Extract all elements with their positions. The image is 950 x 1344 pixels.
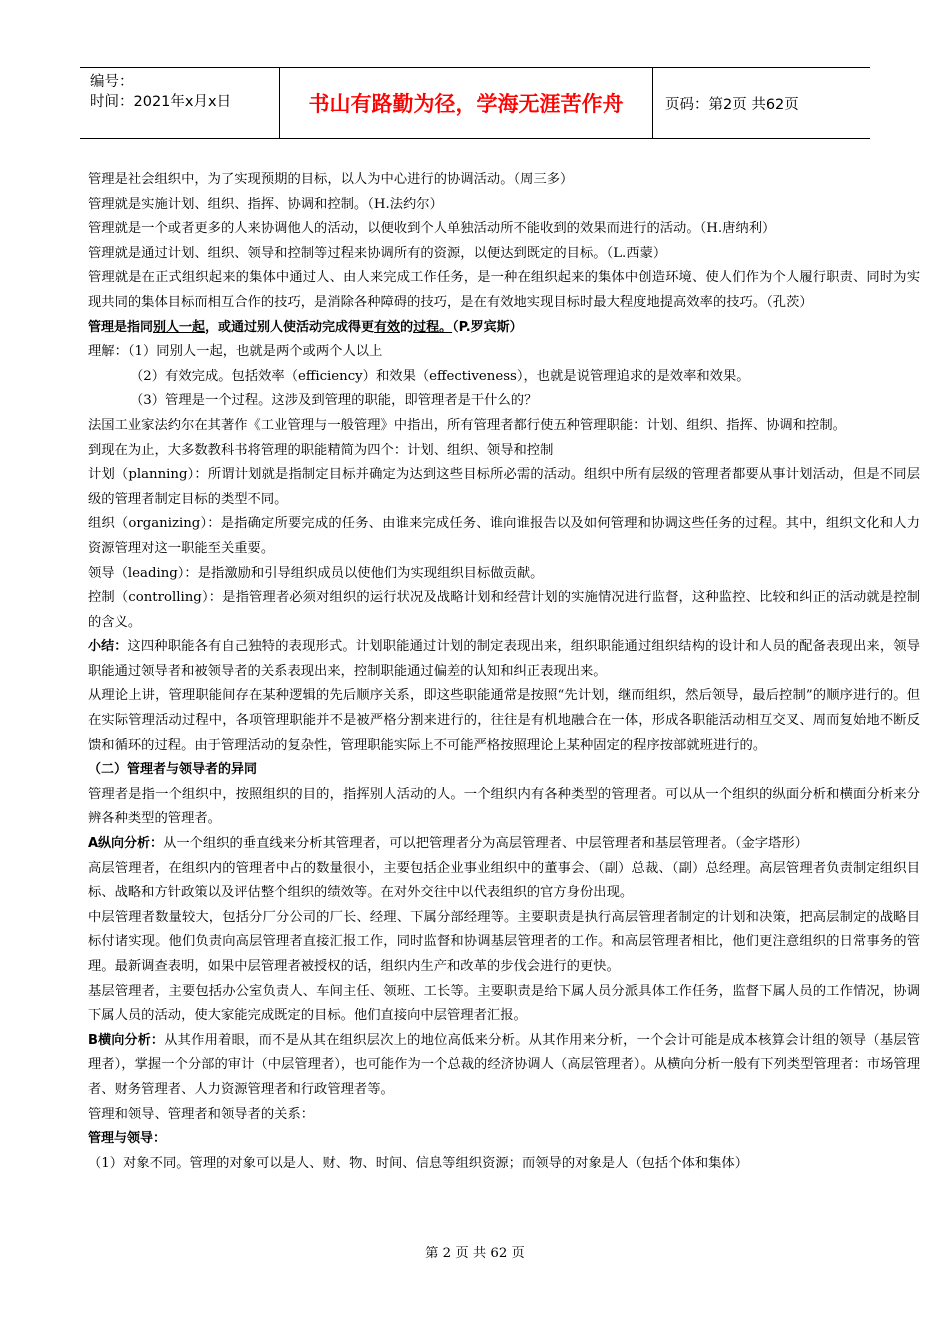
paragraph: 从理论上讲，管理职能间存在某种逻辑的先后顺序关系，即这些职能通常是按照“先计划，继而组织，然后领导，最后控制”的顺序进行的。但在实际管理活动过程中，各项管理职能并不是被严格分割来进行的，往往是有机地融合在一体，形成各职能活动相互交叉、周而复始地不断反馈和循环的过程。由于管理活动的复杂性，管理职能实际上不可能严格按照理论上某种固定的程序按部就班进行的。 <box>88 688 920 753</box>
text-run: 的 <box>400 319 414 335</box>
text-run: 管理是指同 <box>88 319 154 335</box>
text-run: 这四种职能各有自己独特的表现形式。计划职能通过计划的制定表现出来，组织职能通过组织结构的设计和人员的配备表现出来，领导职能通过领导者和被领导者的关系表现出来，控制职能通过偏差的认知和纠正表现出来。 <box>88 639 920 679</box>
text-run: 从一个组织的垂直线来分析其管理者，可以把管理者分为高层管理者、中层管理者和基层管理者。（金字塔形） <box>163 836 808 852</box>
text-run: ，或通过别人使活动完成得更 <box>205 319 375 335</box>
paragraph: 高层管理者，在组织内的管理者中占的数量很小，主要包括企业事业组织中的董事会、（副）总裁、（副）总经理。高层管理者负责制定组织目标、战略和方针政策以及评估整个组织的绩效等。在对外交往中以代表组织的官方身份出现。 <box>88 860 920 901</box>
paragraph: 管理就是实施计划、组织、指挥、协调和控制。（H.法约尔） <box>88 196 443 212</box>
paragraph: 管理是社会组织中，为了实现预期的目标，以人为中心进行的协调活动。（周三多） <box>88 172 574 187</box>
vertical-analysis-label: A纵向分析： <box>88 836 164 852</box>
underlined-text: 过程。 <box>413 319 453 335</box>
paragraph: 管理就是在正式组织起来的集体中通过人、由人来完成工作任务，是一种在组织起来的集体中创造环境、使人们作为个人履行职责、同时为实现共同的集体目标而相互合作的技巧，是消除各种障碍的技巧，是在有效地实现目标时最大程度地提高效率的技巧。（孔茨） <box>88 270 920 310</box>
header-page-number: 页码：第2页 共62页 <box>665 96 799 113</box>
paragraph: 中层管理者数量较大，包括分厂分公司的厂长、经理、下属分部经理等。主要职责是执行高层管理者制定的计划和决策，把高层制定的战略目标付诸实现。他们负责向高层管理者直接汇报工作，同时监督和协调基层管理者的工作。和高层管理者相比，他们更注意组织的日常事务的管理。最新调查表明，如果中层管理者被授权的话，组织内生产和改革的步伐会进行的更快。 <box>88 909 920 974</box>
paragraph: （2）有效完成。包括效率（efficiency）和效果（effectiveness），也就是说管理追求的是效率和效果。 <box>130 368 750 384</box>
paragraph: 理解：（1）同别人一起，也就是两个或两个人以上 <box>88 344 383 360</box>
robbins-definition <box>88 316 920 341</box>
paragraph: 控制（controlling）：是指管理者必须对组织的运行状况及战略计划和经营计划的实施情况进行监督，这种监控、比较和纠正的活动就是控制的含义。 <box>88 590 920 630</box>
document-number: 编号： <box>90 74 134 90</box>
text-run: 从其作用着眼，而不是从其在组织层次上的地位高低来分析。从其作用来分析，一个会计可能是成本核算会计组的领导（基层管理者），掌握一个分部的审计（中层管理者），也可能作为一个总裁的经济协调人（高层管理者）。从横向分析一般有下列类型管理者：市场管理者、财务管理者、人力资源管理者和行政管理者等。 <box>88 1032 920 1097</box>
document-date: 时间：2021年x月x日 <box>90 94 232 110</box>
page-header <box>80 67 870 139</box>
vertical-analysis-paragraph <box>88 832 920 857</box>
paragraph: 管理就是一个或者更多的人来协调他人的活动，以便收到个人单独活动所不能收到的效果而进行的活动。（H.唐纳利） <box>88 221 776 237</box>
paragraph: 领导（leading）：是指激励和引导组织成员以使他们为实现组织目标做贡献。 <box>88 565 544 581</box>
document-body <box>88 168 920 1176</box>
paragraph: （3）管理是一个过程。这涉及到管理的职能，即管理者是干什么的？ <box>130 393 538 409</box>
horizontal-analysis-label: B横向分析： <box>88 1032 165 1048</box>
paragraph: 管理和领导、管理者和领导者的关系： <box>88 1106 315 1122</box>
header-motto: 书山有路勤为径，学海无涯苦作舟 <box>280 68 653 138</box>
underlined-text: 有效 <box>374 319 401 335</box>
section-heading: （二）管理者与领导者的异同 <box>88 762 258 778</box>
horizontal-analysis-paragraph <box>88 1029 920 1103</box>
subheading: 管理与领导： <box>88 1131 167 1147</box>
paragraph: 管理就是通过计划、组织、领导和控制等过程来协调所有的资源，以便达到既定的目标。（L.西蒙） <box>88 245 667 261</box>
paragraph: 到现在为止，大多数教科书将管理的职能精简为四个：计划、组织、领导和控制 <box>88 442 554 458</box>
summary-paragraph <box>88 635 920 684</box>
paragraph: （1）对象不同。管理的对象可以是人、财、物、时间、信息等组织资源；而领导的对象是人（包括个体和集体） <box>88 1155 749 1171</box>
text-run: （P.罗宾斯） <box>452 319 523 335</box>
page-footer: 第 2 页 共 62 页 <box>425 1246 525 1261</box>
paragraph: 计划（planning）：所谓计划就是指制定目标并确定为达到这些目标所必需的活动。组织中所有层级的管理者都要从事计划活动，但是不同层级的管理者制定目标的类型不同。 <box>88 467 920 507</box>
underlined-text: 别人一起 <box>153 319 206 335</box>
paragraph: 管理者是指一个组织中，按照组织的目的，指挥别人活动的人。一个组织内有各种类型的管理者。可以从一个组织的纵面分析和横面分析来分辨各种类型的管理者。 <box>88 786 920 827</box>
header-info <box>80 68 280 138</box>
paragraph: 基层管理者，主要包括办公室负责人、车间主任、领班、工长等。主要职责是给下属人员分派具体工作任务，监督下属人员的工作情况，协调下属人员的活动，使大家能完成既定的目标。他们直接向中层管理者汇报。 <box>88 983 920 1024</box>
paragraph: 法国工业家法约尔在其著作《工业管理与一般管理》中指出，所有管理者都行使五种管理职能：计划、组织、指挥、协调和控制。 <box>88 417 846 433</box>
summary-label: 小结： <box>88 639 128 655</box>
paragraph: 组织（organizing）：是指确定所要完成的任务、由谁来完成任务、谁向谁报告以及如何管理和协调这些任务的过程。其中，组织文化和人力资源管理对这一职能至关重要。 <box>88 516 920 556</box>
